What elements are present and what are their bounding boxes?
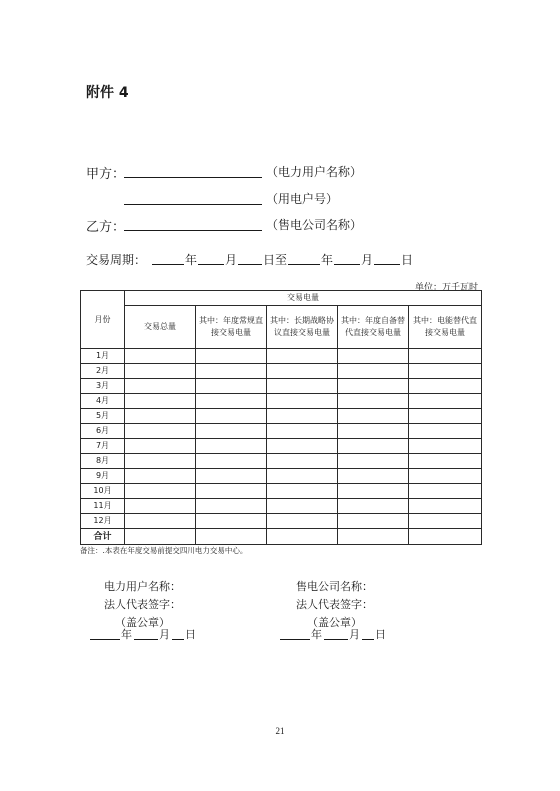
volume-cell[interactable] bbox=[196, 484, 267, 499]
volume-cell[interactable] bbox=[267, 499, 338, 514]
period-label: 交易周期： bbox=[86, 253, 147, 267]
month-row bbox=[81, 394, 482, 409]
volume-cell[interactable] bbox=[125, 469, 196, 484]
volume-cell[interactable] bbox=[338, 439, 409, 454]
month-row bbox=[81, 469, 482, 484]
party-b-label: 乙方： bbox=[86, 220, 126, 235]
month-row bbox=[81, 514, 482, 529]
volume-cell[interactable] bbox=[267, 364, 338, 379]
volume-cell[interactable] bbox=[409, 484, 482, 499]
period-day-to: 日至 bbox=[263, 253, 288, 267]
volume-cell[interactable] bbox=[338, 379, 409, 394]
period-end-month-line bbox=[334, 264, 360, 265]
volume-cell[interactable] bbox=[196, 409, 267, 424]
volume-cell[interactable] bbox=[267, 439, 338, 454]
total-row bbox=[81, 529, 482, 545]
period-start-month-line bbox=[198, 264, 224, 265]
volume-cell[interactable] bbox=[409, 394, 482, 409]
column-header: 其中：电能替代直接交易电量 bbox=[409, 306, 482, 349]
left-date-day-line bbox=[172, 639, 184, 640]
month-label: 9月 bbox=[81, 469, 125, 484]
month-label: 12月 bbox=[81, 514, 125, 529]
volume-cell[interactable] bbox=[338, 409, 409, 424]
right-date-month: 月 bbox=[349, 628, 360, 641]
left-date-year: 年 bbox=[121, 628, 132, 641]
volume-cell[interactable] bbox=[196, 469, 267, 484]
total-cell[interactable] bbox=[125, 529, 196, 545]
month-row bbox=[81, 379, 482, 394]
month-label: 2月 bbox=[81, 364, 125, 379]
column-header: 交易总量 bbox=[125, 306, 196, 349]
month-label: 8月 bbox=[81, 454, 125, 469]
month-row bbox=[81, 349, 482, 364]
volume-cell[interactable] bbox=[267, 379, 338, 394]
period-end-day-line bbox=[374, 264, 400, 265]
volume-cell[interactable] bbox=[338, 469, 409, 484]
party-a-line bbox=[124, 177, 262, 178]
right-date-year-line bbox=[280, 639, 310, 640]
total-cell[interactable] bbox=[267, 529, 338, 545]
volume-cell[interactable] bbox=[267, 514, 338, 529]
volume-cell[interactable] bbox=[409, 424, 482, 439]
volume-cell[interactable] bbox=[409, 409, 482, 424]
volume-cell[interactable] bbox=[409, 514, 482, 529]
period-year-1: 年 bbox=[185, 253, 198, 267]
volume-cell[interactable] bbox=[338, 484, 409, 499]
period-end-year-line bbox=[288, 264, 320, 265]
period-month-2: 月 bbox=[361, 253, 374, 267]
volume-cell[interactable] bbox=[338, 454, 409, 469]
volume-cell[interactable] bbox=[338, 499, 409, 514]
volume-cell[interactable] bbox=[409, 469, 482, 484]
column-header: 其中：长期战略协议直接交易电量 bbox=[267, 306, 338, 349]
month-row bbox=[81, 424, 482, 439]
volume-cell[interactable] bbox=[196, 439, 267, 454]
month-row bbox=[81, 409, 482, 424]
volume-cell[interactable] bbox=[125, 454, 196, 469]
right-date-month-line bbox=[324, 639, 348, 640]
month-label: 1月 bbox=[81, 349, 125, 364]
volume-cell[interactable] bbox=[267, 394, 338, 409]
volume-cell[interactable] bbox=[409, 364, 482, 379]
volume-cell[interactable] bbox=[409, 439, 482, 454]
volume-cell[interactable] bbox=[267, 349, 338, 364]
left-date-day: 日 bbox=[185, 628, 196, 641]
period-month-1: 月 bbox=[225, 253, 238, 267]
volume-cell[interactable] bbox=[338, 349, 409, 364]
right-date-year: 年 bbox=[311, 628, 322, 641]
volume-cell[interactable] bbox=[338, 364, 409, 379]
month-header: 月份 bbox=[81, 291, 125, 349]
column-header: 其中：年度常规直接交易电量 bbox=[196, 306, 267, 349]
month-row bbox=[81, 364, 482, 379]
month-row bbox=[81, 499, 482, 514]
volume-cell[interactable] bbox=[409, 379, 482, 394]
right-date-day-line bbox=[362, 639, 374, 640]
month-row bbox=[81, 454, 482, 469]
volume-cell[interactable] bbox=[196, 499, 267, 514]
period-day-2: 日 bbox=[401, 253, 414, 267]
total-cell[interactable] bbox=[338, 529, 409, 545]
volume-cell[interactable] bbox=[338, 514, 409, 529]
party-b-line bbox=[124, 230, 262, 231]
volume-cell[interactable] bbox=[409, 454, 482, 469]
volume-cell[interactable] bbox=[409, 349, 482, 364]
volume-cell[interactable] bbox=[196, 454, 267, 469]
volume-cell[interactable] bbox=[196, 424, 267, 439]
month-label: 6月 bbox=[81, 424, 125, 439]
volume-cell[interactable] bbox=[196, 514, 267, 529]
volume-cell[interactable] bbox=[125, 379, 196, 394]
period-year-2: 年 bbox=[321, 253, 334, 267]
table-note: 备注：.本表在年度交易前提交四川电力交易中心。 bbox=[80, 546, 248, 555]
right-org-label: 售电公司名称： bbox=[296, 580, 373, 593]
month-label: 3月 bbox=[81, 379, 125, 394]
volume-cell[interactable] bbox=[196, 364, 267, 379]
volume-cell[interactable] bbox=[338, 424, 409, 439]
volume-cell[interactable] bbox=[409, 499, 482, 514]
volume-cell[interactable] bbox=[125, 484, 196, 499]
volume-cell[interactable] bbox=[125, 424, 196, 439]
party-a-hint: （电力用户名称） bbox=[266, 165, 363, 179]
total-label: 合计 bbox=[81, 529, 125, 545]
volume-cell[interactable] bbox=[125, 394, 196, 409]
party-b-hint: （售电公司名称） bbox=[266, 218, 363, 232]
volume-cell[interactable] bbox=[267, 484, 338, 499]
month-label: 10月 bbox=[81, 484, 125, 499]
month-label: 5月 bbox=[81, 409, 125, 424]
volume-cell[interactable] bbox=[125, 439, 196, 454]
right-rep-label: 法人代表签字： bbox=[296, 598, 373, 611]
page-number: 21 bbox=[275, 726, 285, 736]
attachment-heading: 附件 4 bbox=[86, 85, 129, 101]
right-date-day: 日 bbox=[375, 628, 386, 641]
volume-cell[interactable] bbox=[125, 499, 196, 514]
month-row bbox=[81, 439, 482, 454]
volume-cell[interactable] bbox=[196, 349, 267, 364]
volume-cell[interactable] bbox=[196, 379, 267, 394]
column-header: 其中：年度自备替代直接交易电量 bbox=[338, 306, 409, 349]
party-a-label: 甲方： bbox=[86, 167, 126, 182]
volume-cell[interactable] bbox=[125, 364, 196, 379]
month-label: 11月 bbox=[81, 499, 125, 514]
volume-cell[interactable] bbox=[267, 454, 338, 469]
left-date-year-line bbox=[90, 639, 120, 640]
transaction-table bbox=[80, 290, 482, 545]
volume-cell[interactable] bbox=[267, 469, 338, 484]
period-start-year-line bbox=[152, 264, 184, 265]
month-label: 4月 bbox=[81, 394, 125, 409]
volume-cell[interactable] bbox=[267, 424, 338, 439]
volume-cell[interactable] bbox=[338, 394, 409, 409]
period-start-day-line bbox=[238, 264, 262, 265]
left-date-month-line bbox=[134, 639, 158, 640]
volume-cell[interactable] bbox=[196, 394, 267, 409]
total-cell[interactable] bbox=[409, 529, 482, 545]
total-cell[interactable] bbox=[196, 529, 267, 545]
volume-cell[interactable] bbox=[125, 409, 196, 424]
left-org-label: 电力用户名称： bbox=[104, 580, 181, 593]
left-date-month: 月 bbox=[159, 628, 170, 641]
volume-cell[interactable] bbox=[125, 514, 196, 529]
volume-group-header: 交易电量 bbox=[125, 291, 482, 306]
month-row bbox=[81, 484, 482, 499]
month-label: 7月 bbox=[81, 439, 125, 454]
right-seal-label: （盖公章） bbox=[307, 616, 362, 629]
account-line bbox=[124, 204, 262, 205]
unit-label: 单位：万千瓦时 bbox=[414, 283, 478, 293]
account-hint: （用电户号） bbox=[266, 192, 339, 206]
volume-cell[interactable] bbox=[125, 349, 196, 364]
volume-cell[interactable] bbox=[267, 409, 338, 424]
left-rep-label: 法人代表签字： bbox=[104, 598, 181, 611]
left-seal-label: （盖公章） bbox=[115, 616, 170, 629]
